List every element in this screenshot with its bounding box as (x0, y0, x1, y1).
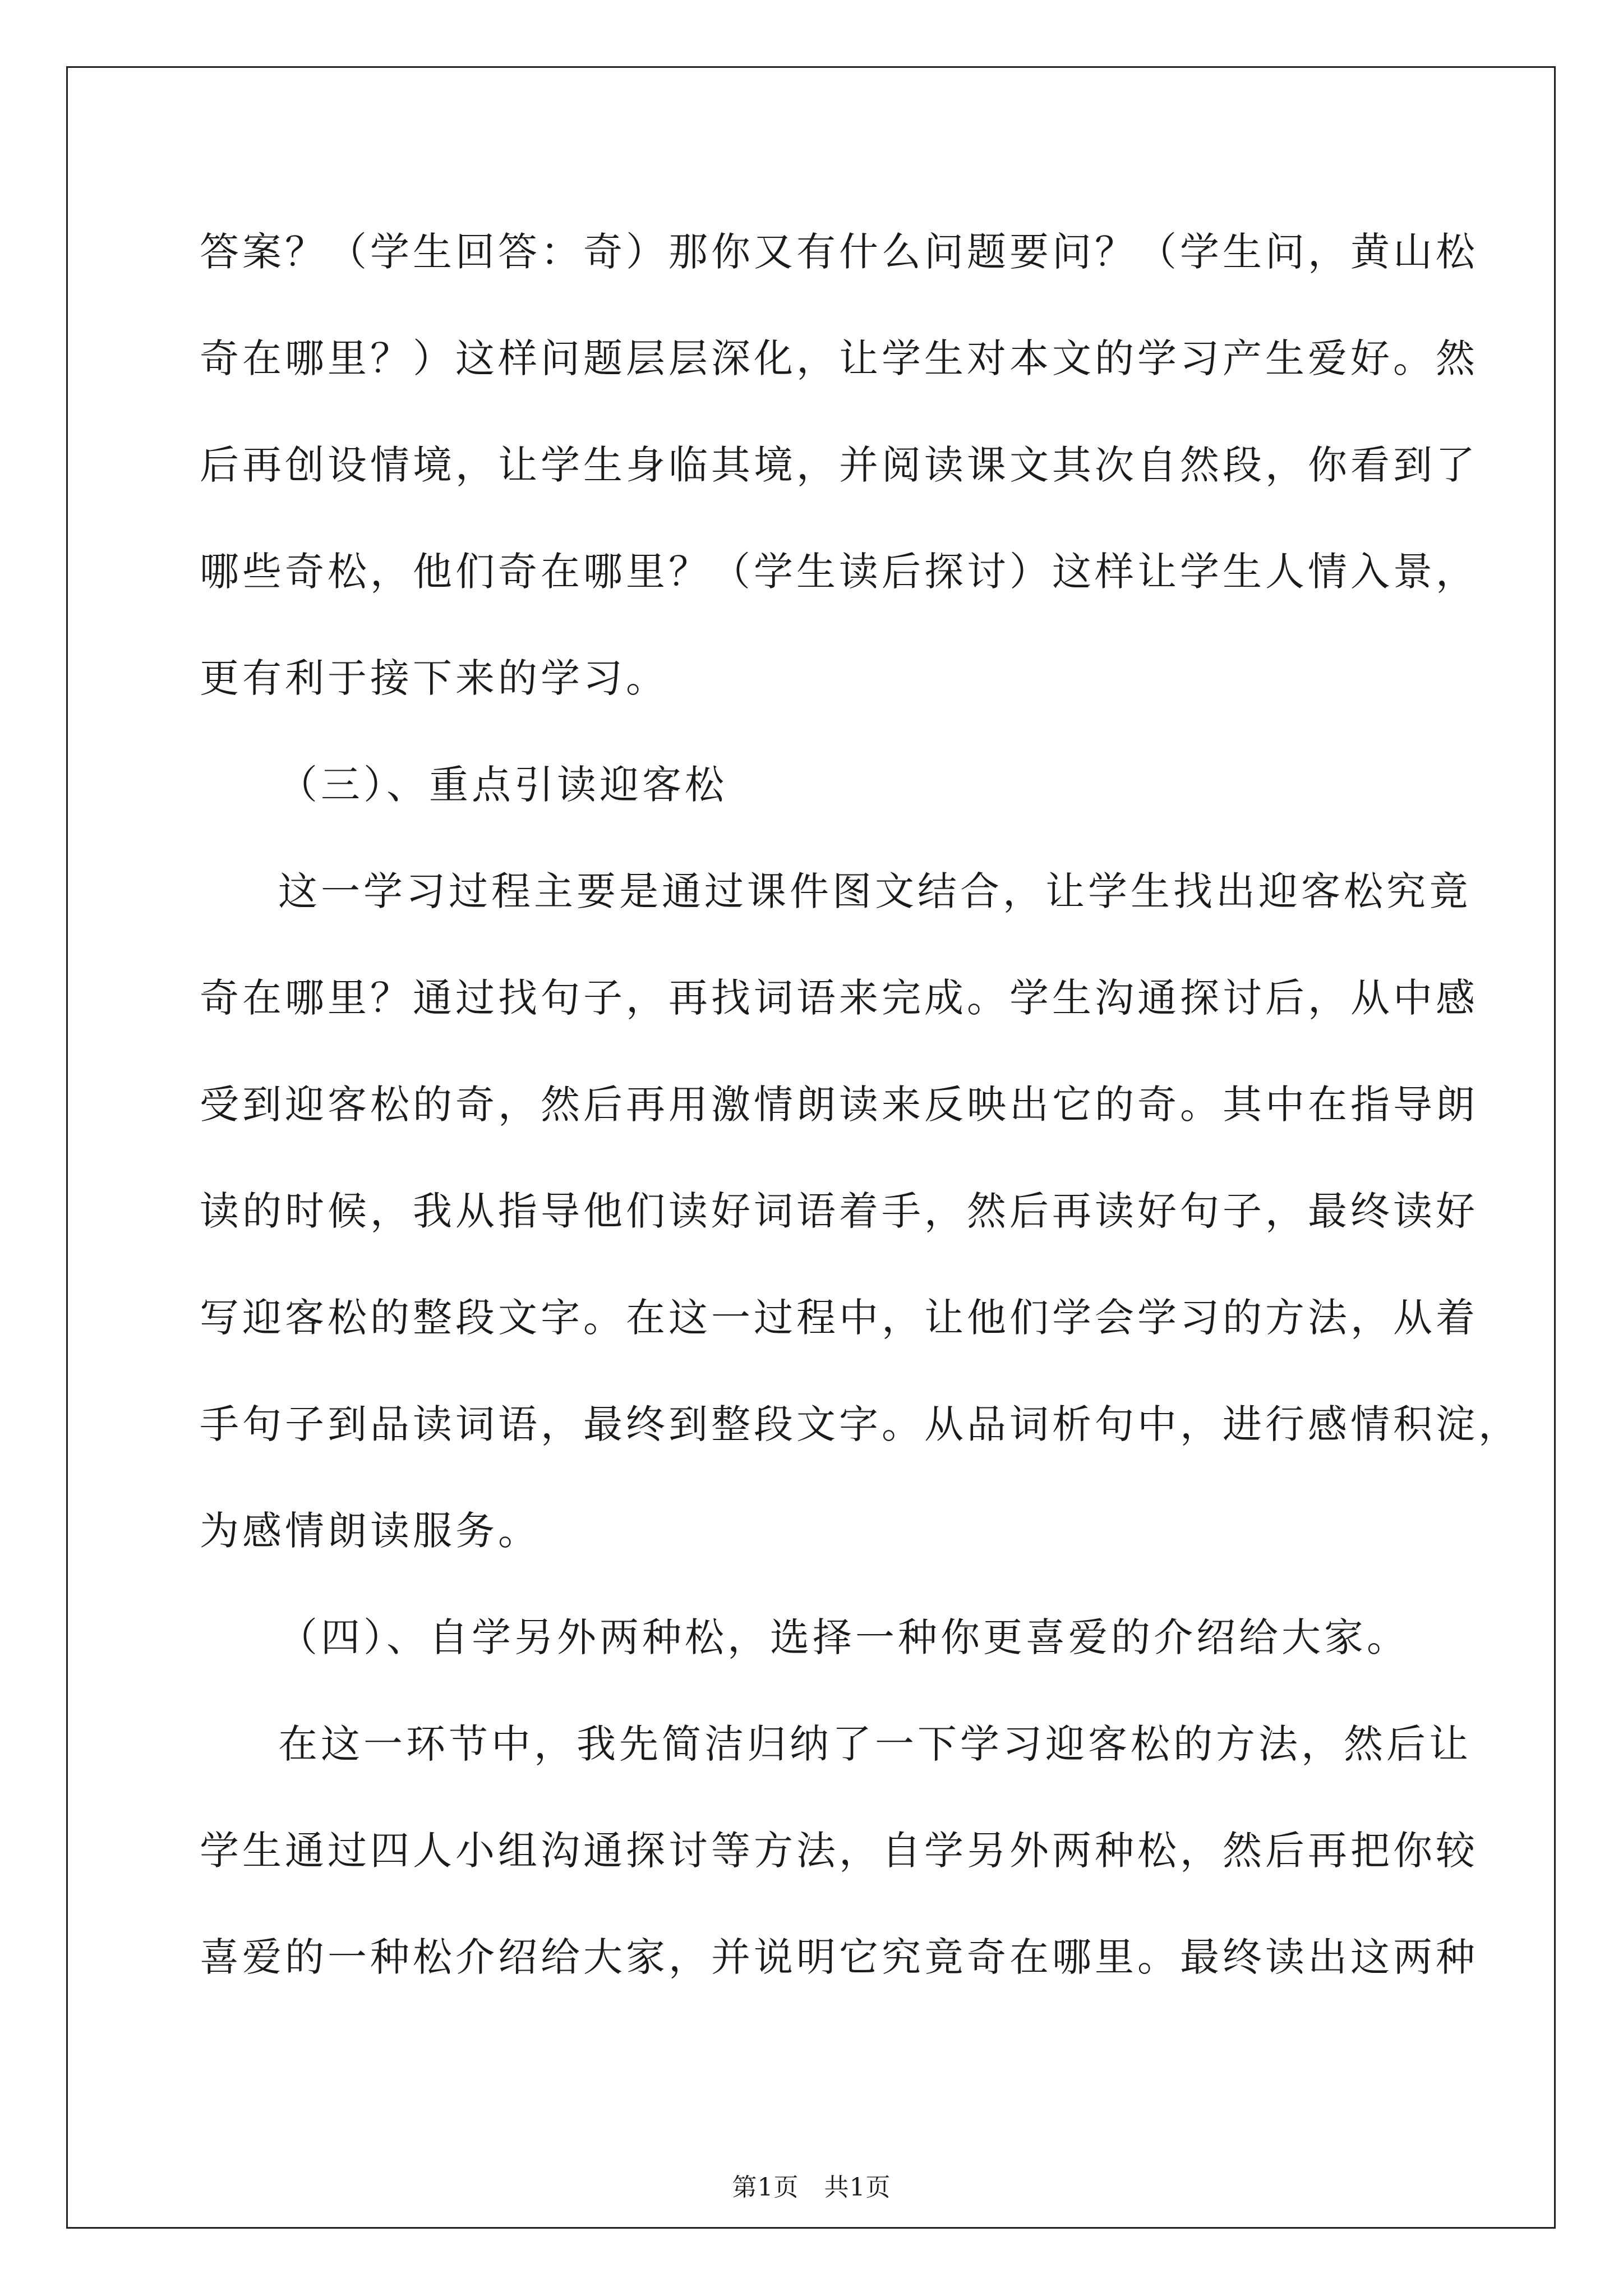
text-line: 奇在哪里？）这样问题层层深化，让学生对本文的学习产生爱好。然 (200, 335, 1478, 381)
text-line: 受到迎客松的奇，然后再用激情朗读来反映出它的奇。其中在指导朗 (200, 1082, 1478, 1128)
page-number: 第1页 (732, 2173, 799, 2202)
text-line: 更有利于接下来的学习。 (200, 655, 668, 701)
text-line: 学生通过四人小组沟通探讨等方法，自学另外两种松，然后再把你较 (200, 1828, 1478, 1874)
page-total: 共1页 (824, 2173, 891, 2202)
text-line: 这一学习过程主要是通过课件图文结合，让学生找出迎客松究竟 (278, 868, 1472, 914)
text-line: 奇在哪里？通过找句子，再找词语来完成。学生沟通探讨后，从中感 (200, 975, 1478, 1021)
text-line: 哪些奇松，他们奇在哪里？（学生读后探讨）这样让学生人情入景， (200, 549, 1478, 595)
document-body (200, 221, 1521, 2033)
section-heading: （三）、重点引读迎客松 (278, 762, 727, 808)
text-line: 写迎客松的整段文字。在这一过程中，让他们学会学习的方法，从着 (200, 1295, 1478, 1341)
text-line: 读的时候，我从指导他们读好词语着手，然后再读好句子，最终读好 (200, 1188, 1478, 1234)
page-footer (0, 2171, 1623, 2205)
section-heading: （四）、自学另外两种松，选择一种你更喜爱的介绍给大家。 (278, 1614, 1409, 1660)
text-line: 后再创设情境，让学生身临其境，并阅读课文其次自然段，你看到了 (200, 442, 1478, 488)
text-line: 手句子到品读词语，最终到整段文字。从品词析句中，进行感情积淀， (200, 1401, 1521, 1447)
text-line: 答案？（学生回答：奇）那你又有什么问题要问？（学生问，黄山松 (200, 229, 1478, 275)
text-line: 为感情朗读服务。 (200, 1508, 541, 1554)
text-line: 喜爱的一种松介绍给大家，并说明它究竟奇在哪里。最终读出这两种 (200, 1934, 1478, 1980)
text-line: 在这一环节中，我先简洁归纳了一下学习迎客松的方法，然后让 (278, 1721, 1472, 1767)
